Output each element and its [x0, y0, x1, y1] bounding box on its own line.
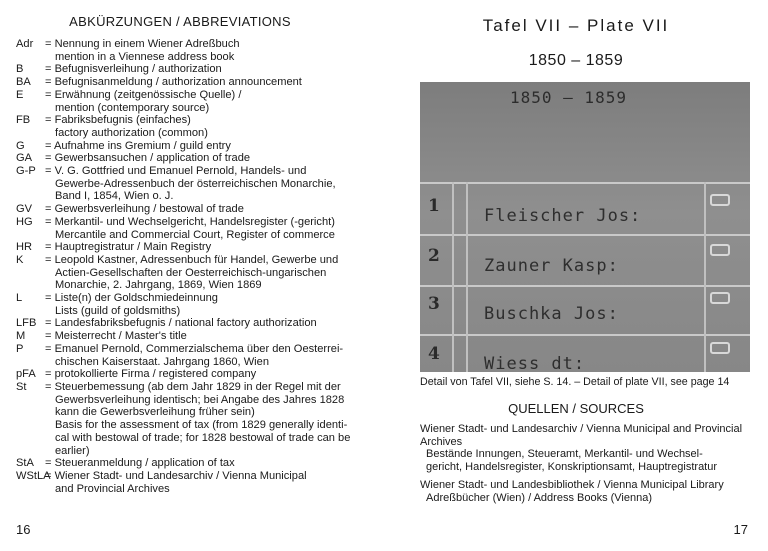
photo-row-name: Fleischer Jos:	[484, 206, 642, 226]
abbreviation-code: K	[16, 253, 24, 266]
abbreviation-entry	[16, 381, 361, 457]
abbreviation-code: E	[16, 88, 24, 101]
plate-title: Tafel VII – Plate VII	[482, 16, 670, 35]
photo-hallmark	[710, 292, 730, 304]
abbreviation-entry	[16, 165, 361, 203]
abbreviation-code: FB	[16, 114, 31, 127]
abbreviation-entry	[16, 114, 361, 139]
photo-rule	[420, 182, 750, 184]
photo-row-name: Buschka Jos:	[484, 304, 619, 324]
plate-caption: Detail von Tafel VII, siehe S. 14. – Detail of plate VII, see page 14	[420, 376, 730, 388]
definition-line: = Wiener Stadt- und Landesarchiv / Vienna Municipal	[45, 470, 361, 483]
abbreviation-entry	[16, 343, 361, 368]
definition-line: = Gewerbsansuchen / application of trade	[45, 152, 361, 165]
abbreviation-entry	[16, 317, 361, 330]
abbreviation-definition	[45, 343, 361, 368]
abbreviation-entry	[16, 152, 361, 165]
abbreviation-definition	[45, 330, 361, 343]
definition-line: earlier)	[55, 444, 90, 457]
abbreviation-definition	[45, 63, 361, 76]
abbreviation-definition	[45, 254, 361, 292]
abbreviation-code: LFB	[16, 317, 37, 330]
definition-line: Monarchie, 2. Jahrgang, 1869, Wien 1869	[55, 279, 262, 292]
abbreviation-code: HG	[16, 215, 33, 228]
abbreviation-code: B	[16, 63, 24, 76]
photo-row-number: 1	[428, 196, 440, 216]
abbreviation-code: M	[16, 330, 26, 343]
definition-line: = Merkantil- und Wechselgericht, Handelsregister (-gericht)	[45, 216, 361, 229]
abbreviation-entry	[16, 241, 361, 254]
abbreviation-definition	[45, 368, 361, 381]
definition-line: = Erwähnung (zeitgenössische Quelle) /	[45, 89, 361, 102]
definition-line: = Steueranmeldung / application of tax	[45, 457, 361, 470]
source-subline: Adreßbücher (Wien) / Address Books (Vienna)	[426, 491, 653, 504]
definition-line: = Nennung in einem Wiener Adreßbuch	[45, 38, 361, 51]
photo-column-rule	[452, 182, 454, 372]
abbreviation-code: BA	[16, 76, 31, 89]
definition-line: = Steuerbemessung (ab dem Jahr 1829 in der Regel mit der	[45, 381, 361, 394]
abbreviation-code: WStLA	[16, 469, 51, 482]
abbreviation-definition	[45, 457, 361, 470]
photo-row-number: 2	[428, 246, 440, 266]
abbreviation-definition	[45, 241, 361, 254]
abbreviation-code: G	[16, 139, 25, 152]
abbreviation-code: StA	[16, 457, 34, 470]
source-subline: gericht, Handelsregister, Konskriptionsamt, Hauptregistratur	[426, 461, 718, 474]
abbreviation-entry	[16, 38, 361, 63]
abbreviation-definition	[45, 203, 361, 216]
photo-column-rule	[704, 182, 706, 372]
abbreviation-code: P	[16, 342, 24, 355]
definition-line: kann die Gewerbsverleihung früher sein)	[55, 406, 255, 419]
definition-line: = Fabriksbefugnis (einfaches)	[45, 114, 361, 127]
definition-line: Gewerbsverleihung identisch; bei Angabe des Jahres 1828	[55, 393, 345, 406]
definition-line: cal with bestowal of trade; for 1828 bestowal of trade can be	[55, 431, 351, 444]
definition-line: chischen Kaiserstaat. Jahrgang 1860, Wien	[55, 355, 269, 368]
definition-line: = Meisterrecht / Master's title	[45, 330, 361, 343]
definition-line: Actien-Gesellschaften der Oesterreichisch-ungarischen	[55, 266, 327, 279]
source-line: Wiener Stadt- und Landesarchiv / Vienna Municipal and Provincial	[420, 423, 743, 435]
abbreviation-definition	[45, 89, 361, 114]
photo-rule	[420, 334, 750, 336]
photo-hallmark	[710, 194, 730, 206]
abbreviation-definition	[45, 470, 361, 495]
plate-detail-photo	[420, 82, 750, 372]
definition-line: = V. G. Gottfried und Emanuel Pernold, Handels- und	[45, 165, 361, 178]
abbreviation-entry	[16, 470, 361, 495]
abbreviation-code: GA	[16, 152, 33, 165]
definition-line: = Gewerbsverleihung / bestowal of trade	[45, 203, 361, 216]
source-subline: Bestände Innungen, Steueramt, Merkantil- und Wechsel-	[426, 448, 703, 461]
page-number-right: 17	[733, 522, 748, 537]
definition-line: = Emanuel Pernold, Commerzialschema über den Oesterrei-	[45, 343, 361, 356]
definition-line: mention (contemporary source)	[55, 101, 210, 114]
plate-years: 1850 – 1859	[528, 52, 624, 69]
definition-line: = protokollierte Firma / registered company	[45, 368, 361, 381]
definition-line: = Leopold Kastner, Adressenbuch für Handel, Gewerbe und	[45, 254, 361, 267]
abbreviation-definition	[45, 152, 361, 165]
abbreviations-title: ABKÜRZUNGEN / ABBREVIATIONS	[69, 14, 291, 29]
definition-line: and Provincial Archives	[55, 482, 170, 495]
definition-line: factory authorization (common)	[55, 126, 208, 139]
abbreviation-definition	[45, 114, 361, 139]
abbreviation-definition	[45, 216, 361, 241]
abbreviation-code: G-P	[16, 165, 36, 178]
abbreviation-code: HR	[16, 241, 33, 254]
abbreviation-definition	[45, 165, 361, 203]
definition-line: = Landesfabriksbefugnis / national factory authorization	[45, 317, 361, 330]
source-entry	[420, 423, 760, 474]
photo-hallmark	[710, 342, 730, 354]
source-entry	[420, 479, 760, 504]
right-page	[384, 0, 768, 551]
definition-line: Gewerbe-Adressenbuch der österreichischen Monarchie,	[55, 177, 336, 190]
photo-row-number: 3	[428, 294, 440, 314]
sources-title: QUELLEN / SOURCES	[508, 401, 644, 416]
abbreviation-entry	[16, 330, 361, 343]
abbreviation-code: GV	[16, 203, 33, 216]
abbreviation-definition	[45, 381, 361, 457]
definition-line: Lists (guild of goldsmiths)	[55, 304, 181, 317]
photo-rule	[420, 285, 750, 287]
abbreviation-definition	[45, 38, 361, 63]
abbreviation-entry	[16, 63, 361, 76]
definition-line: = Befugnisanmeldung / authorization announcement	[45, 76, 361, 89]
abbreviation-code: St	[16, 380, 27, 393]
abbreviation-definition	[45, 140, 361, 153]
abbreviation-entry	[16, 216, 361, 241]
abbreviation-definition	[45, 292, 361, 317]
abbreviation-code: Adr	[16, 38, 34, 50]
photo-hallmark	[710, 244, 730, 256]
definition-line: = Aufnahme ins Gremium / guild entry	[45, 140, 361, 153]
photo-column-rule	[466, 182, 468, 372]
abbreviation-entry	[16, 368, 361, 381]
source-line: Wiener Stadt- und Landesbibliothek / Vienna Municipal Library	[420, 478, 724, 491]
abbreviation-entry	[16, 89, 361, 114]
abbreviation-code: pFA	[16, 368, 36, 381]
abbreviation-entry	[16, 76, 361, 89]
abbreviations-list	[16, 38, 361, 495]
definition-line: = Hauptregistratur / Main Registry	[45, 241, 361, 254]
abbreviation-entry	[16, 457, 361, 470]
abbreviation-entry	[16, 254, 361, 292]
definition-line: Mercantile and Commercial Court, Register of commerce	[55, 228, 335, 241]
definition-line: = Befugnisverleihung / authorization	[45, 63, 361, 76]
sources-list	[420, 423, 760, 504]
abbreviation-entry	[16, 203, 361, 216]
definition-line: Basis for the assessment of tax (from 1829 generally identi-	[55, 419, 348, 432]
page-number-left: 16	[16, 522, 31, 537]
abbreviation-definition	[45, 76, 361, 89]
definition-line: = Liste(n) der Goldschmiedeinnung	[45, 292, 361, 305]
source-line: Archives	[420, 435, 463, 448]
abbreviation-entry	[16, 292, 361, 317]
photo-row-number: 4	[428, 344, 440, 364]
photo-rule	[420, 234, 750, 236]
definition-line: Band I, 1854, Wien o. J.	[55, 190, 174, 203]
abbreviation-definition	[45, 317, 361, 330]
photo-header-text: 1850 – 1859	[510, 88, 627, 107]
definition-line: mention in a Viennese address book	[55, 50, 235, 63]
photo-row-name: Zauner Kasp:	[484, 256, 619, 276]
abbreviation-code: L	[16, 292, 23, 305]
photo-row-name: Wiess dt:	[484, 354, 586, 372]
abbreviation-entry	[16, 140, 361, 153]
